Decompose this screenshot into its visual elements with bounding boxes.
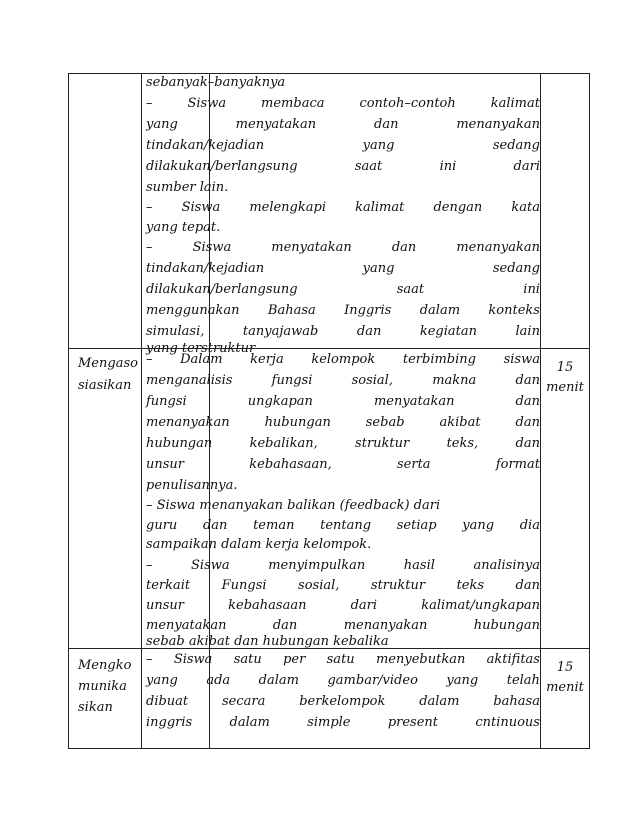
activity-line: fungsi ungkapan menyatakan dan [146,394,540,409]
activity-line: dilakukan/berlangsung saat ini [146,282,540,297]
table-border-bottom [68,748,590,749]
activity-line: dilakukan/berlangsung saat ini dari [146,159,540,174]
activity-line: menganalisis fungsi sosial, makna dan [146,373,540,388]
time-value: 15 [556,660,574,675]
activity-line: – Dalam kerja kelompok terbimbing siswa [146,352,540,367]
activity-line: sampaikan dalam kerja kelompok. [146,537,372,552]
time-unit: menit [546,680,584,695]
activity-line: guru dan teman tentang setiap yang dia [146,518,540,533]
activity-line: – Siswa menyimpulkan hasil analisinya [146,558,540,573]
activity-line: – Siswa menyatakan dan menanyakan [146,240,540,255]
table-border-top [68,73,590,74]
activity-line: terkait Fungsi sosial, struktur teks dan [146,578,540,593]
activity-line: yang menyatakan dan menanyakan [146,117,540,132]
activity-line: – Siswa menanyakan balikan (feedback) dari [146,498,441,513]
activity-line: dibuat secara berkelompok dalam bahasa [146,694,540,709]
activity-line: yang ada dalam gambar/video yang telah [146,673,540,688]
activity-line: yang tepat. [146,220,221,235]
stage-label-line: Mengaso [78,356,138,371]
activity-line: tindakan/kejadian yang sedang [146,261,540,276]
activity-line: sumber lain. [146,180,229,195]
activity-line: sebanyak–banyaknya [146,75,286,90]
activity-line: yang terstruktur [146,341,256,356]
activity-line: unsur kebahasaan dari kalimat/ungkapan [146,598,540,613]
stage-label-line: Mengko [78,658,132,673]
activity-line: penulisannya. [146,478,238,493]
activity-line: sebab akibat dan hubungan kebalika [146,634,389,649]
activity-line: unsur kebahasaan, serta format [146,457,540,472]
activity-line: inggris dalam simple present cntinuous [146,715,540,730]
activity-line: – Siswa satu per satu menyebutkan aktifitas [146,652,540,667]
activity-line: hubungan kebalikan, struktur teks, dan [146,436,540,451]
activity-line: – Siswa melengkapi kalimat dengan kata [146,200,540,215]
time-unit: menit [546,380,584,395]
stage-label-line: sikan [78,700,113,715]
activity-line: menanyakan hubungan sebab akibat dan [146,415,540,430]
stage-label-line: munika [78,679,127,694]
activity-line: menyatakan dan menanyakan hubungan [146,618,540,633]
activity-line: menggunakan Bahasa Inggris dalam konteks [146,303,540,318]
activity-line: – Siswa membaca contoh–contoh kalimat [146,96,540,111]
time-value: 15 [556,360,574,375]
activity-line: tindakan/kejadian yang sedang [146,138,540,153]
activity-line: simulasi, tanyajawab dan kegiatan lain [146,324,540,339]
stage-label-line: siasikan [78,378,132,393]
